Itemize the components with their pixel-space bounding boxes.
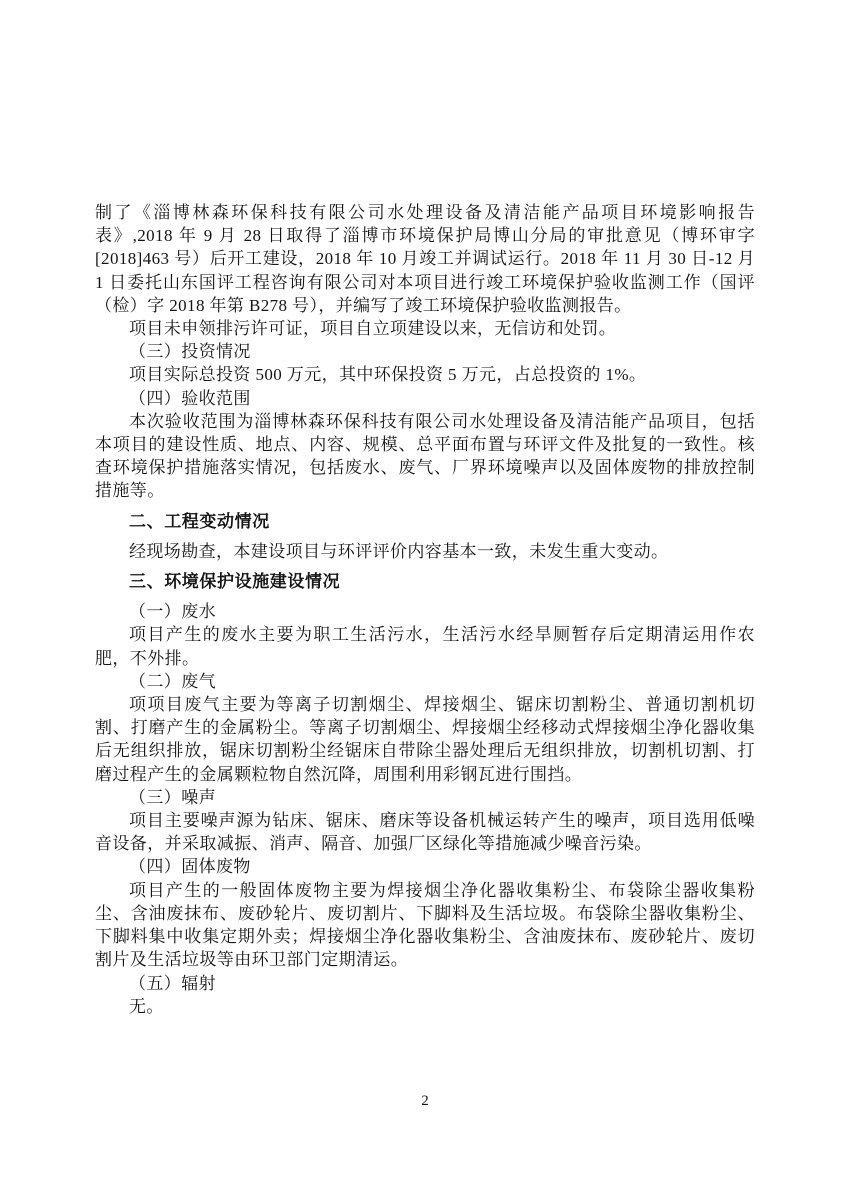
paragraph: 经现场勘查，本建设项目与环评评价内容基本一致，未发生重大变动。: [129, 541, 669, 561]
paragraph: 项目产生的一般固体废物主要为焊接烟尘净化器收集粉尘、布袋除尘器收集粉尘、含油废抹布、废砂轮片、废切割片、下脚料及生活垃圾。布袋除尘器收集粉尘、下脚料集中收集定期外卖；焊接烟尘净化器收集粉尘、含油废抹布、废砂轮片、废切割片及生活垃圾等由环卫部门定期清运。: [95, 880, 755, 970]
subsection-heading-waste-gas: （二）废气: [129, 671, 216, 691]
paragraph-continuation: 制了《淄博林森环保科技有限公司水处理设备及清洁能产品项目环境影响报告表》,2018 年 9 月 28 日取得了淄博市环境保护局博山分局的审批意见（博环审字[2018]463 号）后开工建设，2018 年 10 月竣工并调试运行。2018 年 11 月 30 日-12 月 1 日委托山东国评工程咨询有限公司对本项目进行竣工环境保护验收监测工作（国评（检）字 2018 年第 B278 号），并编写了竣工环境保护验收监测报告。: [95, 203, 755, 315]
paragraph: 项目产生的废水主要为职工生活污水，生活污水经旱厕暂存后定期清运用作农肥，不外排。: [95, 625, 755, 668]
document-body: [95, 201, 755, 1018]
page-number: 2: [421, 1093, 429, 1109]
section-heading-project-changes: 二、工程变动情况: [129, 511, 270, 531]
paragraph: 项目主要噪声源为钻床、锯床、磨床等设备机械运转产生的噪声，项目选用低噪音设备，并采取减振、消声、隔音、加强厂区绿化等措施减少噪音污染。: [95, 811, 755, 854]
subsection-heading-solid-waste: （四）固体废物: [129, 857, 251, 877]
paragraph: 项目实际总投资 500 万元，其中环保投资 5 万元，占总投资的 1%。: [129, 365, 647, 385]
paragraph: 项项目废气主要为等离子切割烟尘、焊接烟尘、锯床切割粉尘、普通切割机切割、打磨产生的金属粉尘。等离子切割烟尘、焊接烟尘经移动式焊接烟尘净化器收集后无组织排放，锯床切割粉尘经锯床自带除尘器处理后无组织排放，切割机切割、打磨过程产生的金属颗粒物自然沉降，周围利用彩钢瓦进行围挡。: [95, 695, 755, 784]
subsection-heading-radiation: （五）辐射: [129, 973, 216, 993]
paragraph: 本次验收范围为淄博林森环保科技有限公司水处理设备及清洁能产品项目，包括本项目的建设性质、地点、内容、规模、总平面布置与环评文件及批复的一致性。核查环境保护措施落实情况，包括废水、废气、厂界环境噪声以及固体废物的排放控制措施等。: [95, 411, 755, 501]
subsection-heading-investment: （三）投资情况: [129, 342, 251, 362]
paragraph: 无。: [129, 996, 164, 1016]
subsection-heading-noise: （三）噪声: [129, 787, 216, 807]
subsection-heading-wastewater: （一）废水: [129, 602, 216, 622]
subsection-heading-acceptance-scope: （四）验收范围: [129, 388, 251, 408]
paragraph: 项目未申领排污许可证，项目自立项建设以来，无信访和处罚。: [129, 319, 617, 339]
section-heading-env-protection-facilities: 三、环境保护设施建设情况: [129, 572, 341, 592]
